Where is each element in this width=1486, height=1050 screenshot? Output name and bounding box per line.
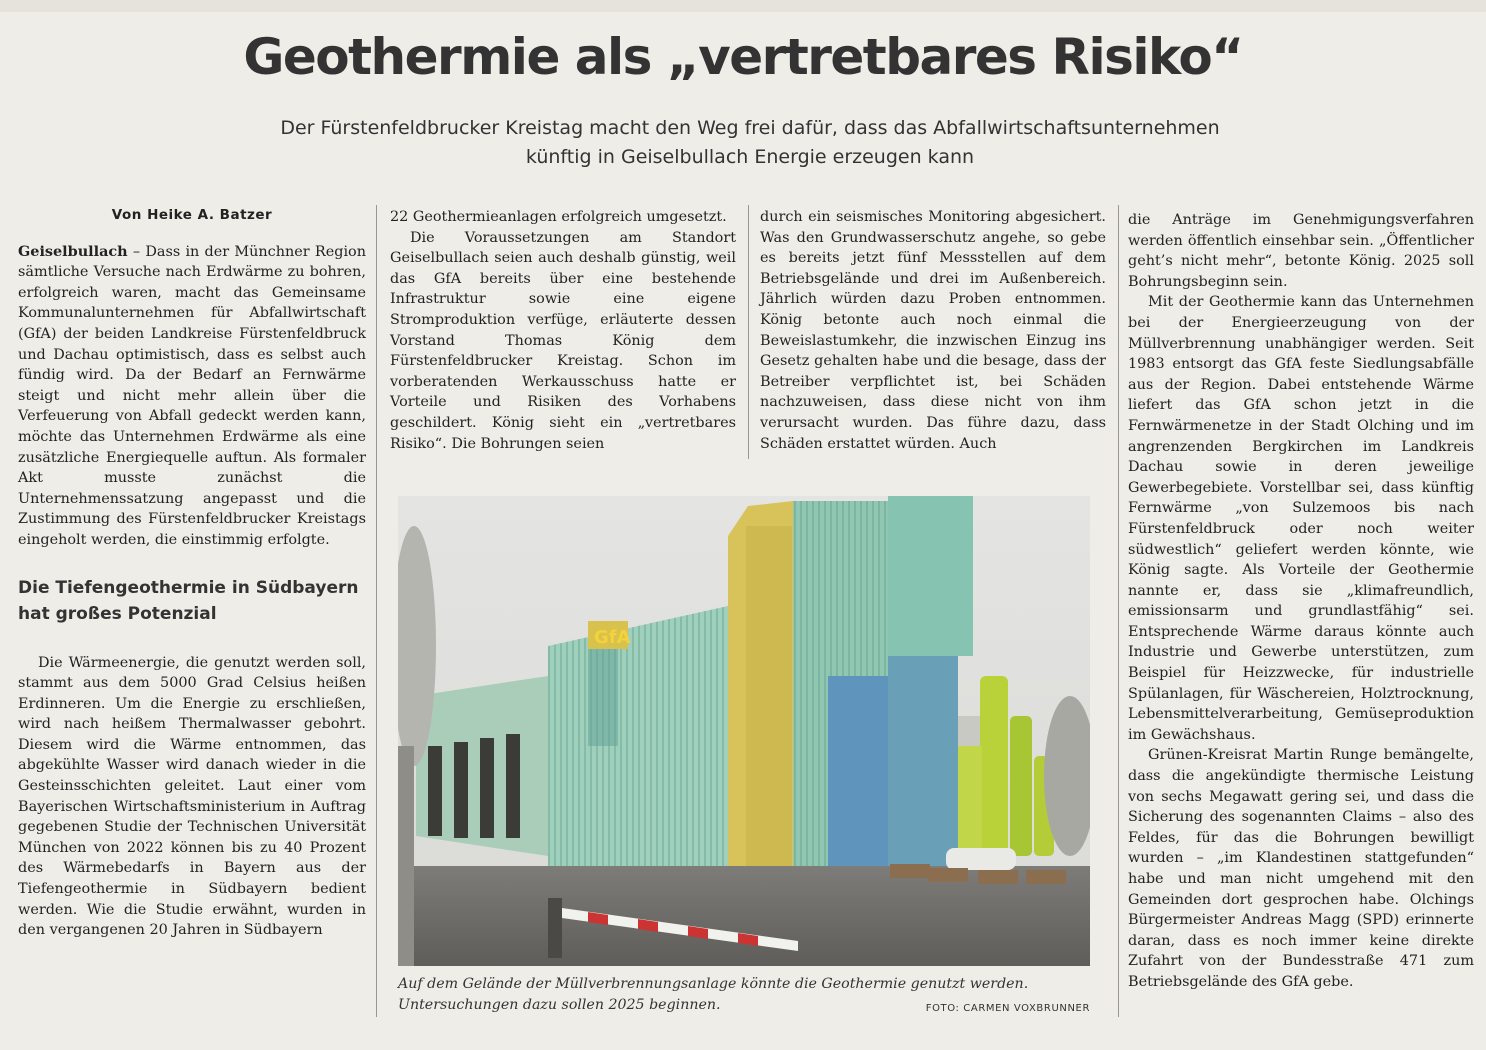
paragraph: durch ein seismisches Monitoring abgesichert. Was den Grundwasserschutz angehe, so gebe es bereits jetzt fünf Messstellen auf dem Betriebsgelände und drei im Außenbereich. Jährlich würden dazu Proben entnommen. König betonte auch noch einmal die Beweislastumkehr, die inzwischen Einzug ins Gesetz gehalten habe und die besage, dass der Betreiber verpflichtet ist, bei Schäden nachzuweisen, dass diese nicht von ihm verursacht wurden. Das führe dazu, dass Schäden erstattet würden. Auch bbox=[760, 209, 1106, 452]
column-rule bbox=[1118, 205, 1119, 1017]
paragraph: die Anträge im Genehmigungsverfahren werden öffentlich einsehbar sein. „Öffentlicher geht’s nicht mehr“, betonte König. 2025 soll Bohrungsbeginn sein. bbox=[1128, 212, 1474, 290]
column-3 bbox=[760, 207, 1106, 454]
column-rule bbox=[376, 205, 377, 1017]
paragraph: Grünen-Kreisrat Martin Runge bemängelte, dass die angekündigte thermische Leistung von sechs Megawatt gering sei, und dass die Sicherung des sogenannten Claims – also des Feldes, für das die Bohrungen bewilligt wurden – „im Klandestinen stattgefunden“ habe und man nicht umgehend mit den Gemeinden dort gesprochen habe. Olchings Bürgermeister Andreas Magg (SPD) erinnerte daran, dass es noch immer keine direkte Zufahrt von der Bundesstraße 471 zum Betriebsgelände des GfA gebe. bbox=[1128, 747, 1474, 990]
headline: Geothermie als „vertretbares Risiko“ bbox=[243, 28, 1243, 86]
dateline: Geiselbullach bbox=[18, 242, 128, 260]
photo-caption: Auf dem Gelände der Müllverbrennungsanlage könnte die Geothermie genutzt werden. Untersuchungen dazu sollen 2025 beginnen. bbox=[398, 976, 1029, 1013]
waste-incineration-plant-illustration bbox=[398, 496, 1090, 966]
gfa-logo: GfA bbox=[594, 627, 631, 648]
paragraph: Die Voraussetzungen am Standort Geiselbullach seien auch deshalb günstig, weil das GfA bereits über eine bestehende Infrastruktur sowie eine eigene Stromproduktion verfüge, erläuterte dessen Vorstand Thomas König dem Fürstenfeldbrucker Kreistag. Schon im vorberatenden Werkausschuss hatte er Vorteile und Risiken des Vorhabens geschildert. König sieht ein „vertretbares Risiko“. Die Bohrungen seien bbox=[390, 229, 736, 452]
subheadline: Der Fürstenfeldbrucker Kreistag macht den Weg frei dafür, dass das Abfallwirtschaftsunternehmen künftig in Geiselbullach Energie erzeugen kann bbox=[280, 117, 1220, 168]
column-4 bbox=[1128, 210, 1474, 993]
paragraph: Mit der Geothermie kann das Unternehmen bei der Energieerzeugung von der Müllverbrennung unabhängiger werden. Seit 1983 entsorgt das GfA feste Siedlungsabfälle aus der Region. Dabei entstehende Wärme liefert das GfA schon jetzt in die Fernwärmenetze in der Stadt Olching und im angrenzenden Bergkirchen im Landkreis Dachau sowie in deren jeweilige Gewerbegebiete. Vorstellbar sei, dass künftig Fernwärme „von Sulzemoos bis nach Fürstenfeldbruck oder noch weiter südwestlich“ geliefert werden könnte, wie König sagte. Als Vorteile der Geothermie nannte er, dass sie „klimafreundlich, emissionsarm und grundlastfähig“ sei. Entsprechende Wärme daraus könnte auch Industrie und Gewerbe unterstützen, zum Beispiel für Heizzwecke, für industrielle Spülanlagen, für Wäschereien, Holztrocknung, Lebensmittelverarbeitung, Gemüseproduktion im Gewächshaus. bbox=[1128, 294, 1474, 743]
column-2 bbox=[390, 207, 736, 454]
paragraph-text: – Dass in der Münchner Region sämtliche Versuche nach Erdwärme zu bohren, erfolgreich waren, macht das Gemeinsame Kommunalunternehmen für Abfallwirtschaft (GfA) der beiden Landkreise Fürstenfeldbruck und Dachau optimistisch, dass es selbst auch fündig wird. Da der Bedarf an Fernwärme steigt und nicht mehr allein über die Verfeuerung von Abfall gedeckt werden kann, möchte das Unternehmen Erdwärme als eine zusätzliche Energiequelle auftun. Als formaler Akt musste zunächst die Unternehmenssatzung angepasst und die Zustimmung des Fürstenfeldbrucker Kreistags eingeholt werden, die einstimmig erfolgte. bbox=[18, 243, 366, 548]
photo-credit: FOTO: CARMEN VOXBRUNNER bbox=[925, 1003, 1090, 1014]
top-strip-previous-article bbox=[0, 0, 1486, 12]
paragraph: 22 Geothermieanlagen erfolgreich umgesetzt. bbox=[390, 209, 727, 225]
byline: Von Heike A. Batzer bbox=[111, 207, 273, 223]
paragraph bbox=[18, 242, 366, 551]
column-rule bbox=[748, 205, 749, 459]
section-subtitle: Die Tiefengeothermie in Südbayern hat großes Potenzial bbox=[18, 577, 359, 624]
paragraph: Die Wärmeenergie, die genutzt werden soll, stammt aus dem 5000 Grad Celsius heißen Erdinneren. Um die Energie zu erschließen, wird nach heißem Thermalwasser gebohrt. Diesem wird die Wärme entnommen, das abgekühlte Wasser wird danach wieder in die Gesteinsschichten geleitet. Laut einer vom Bayerischen Wirtschaftsministerium in Auftrag gegebenen Studie der Technischen Universität München von 2022 können bis zu 40 Prozent des Wärmebedarfs in Bayern aus der Tiefengeothermie in Südbayern bedient werden. Wie die Studie erwähnt, wurden in den vergangenen 20 Jahren in Südbayern bbox=[18, 654, 366, 939]
article-photo bbox=[398, 496, 1090, 966]
column-1 bbox=[18, 205, 366, 941]
